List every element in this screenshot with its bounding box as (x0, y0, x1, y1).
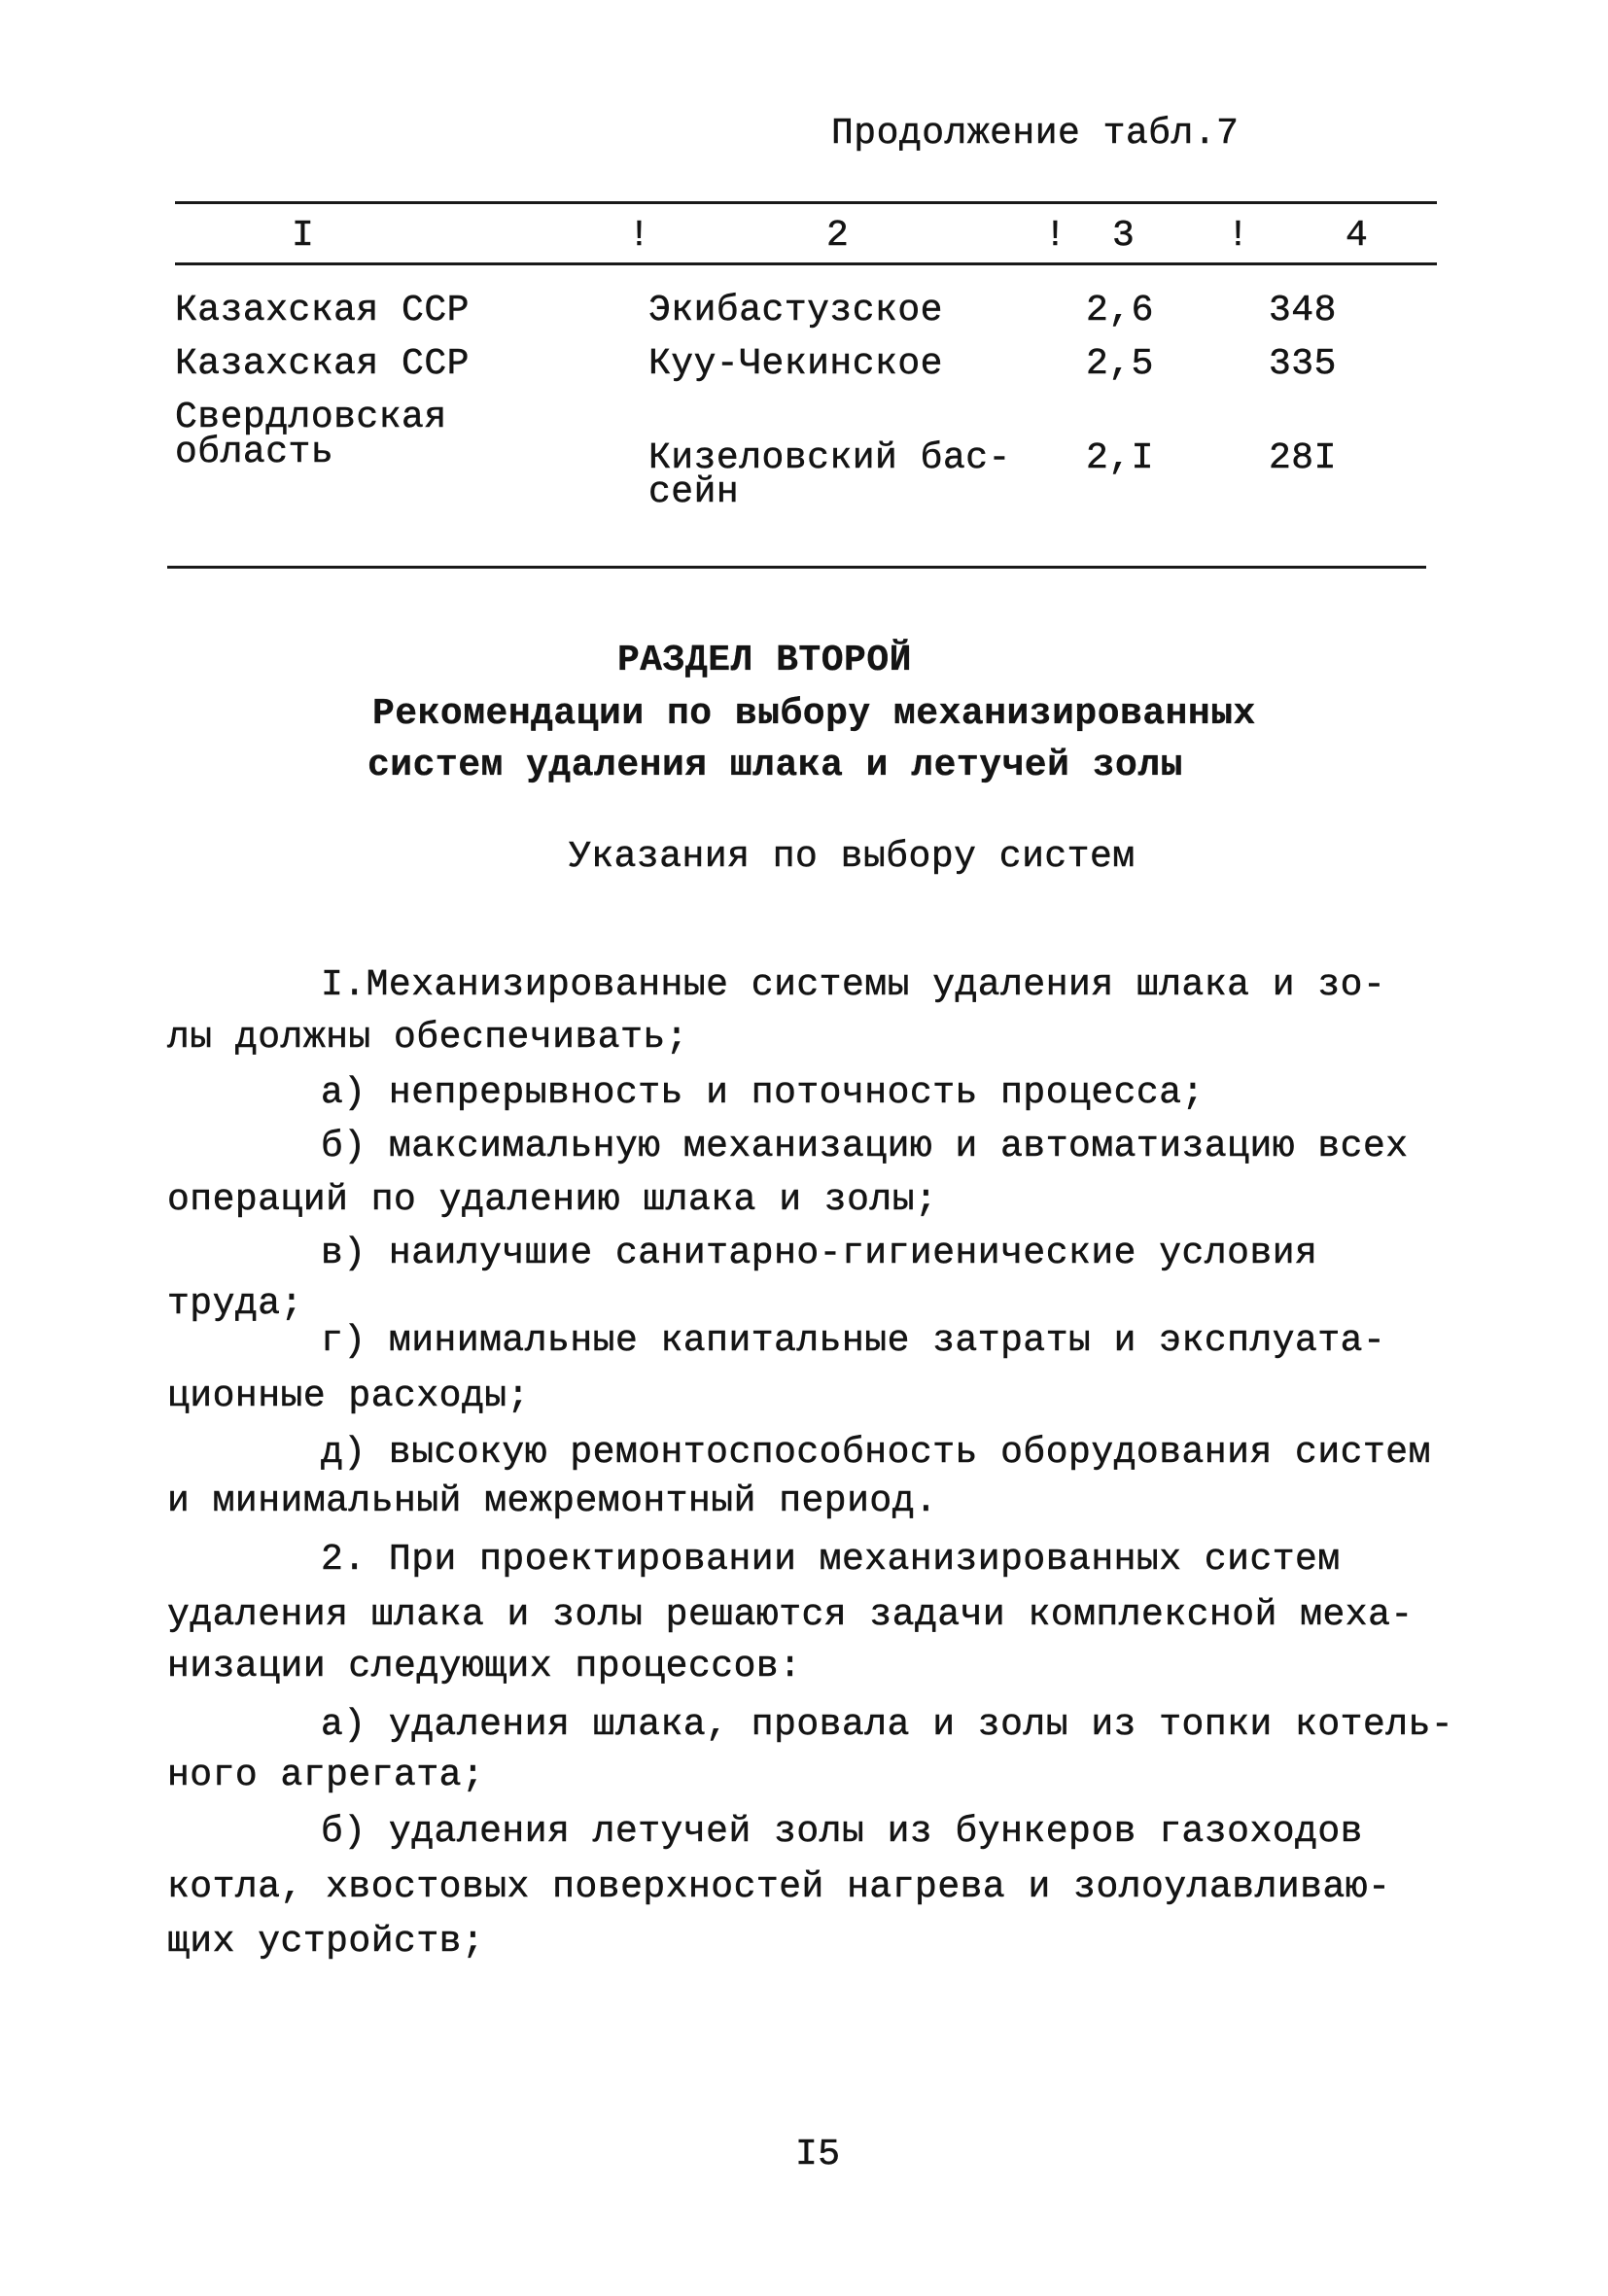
body-line: б) удаления летучей золы из бункеров газоходов (321, 1811, 1363, 1853)
section-subtitle-line: Рекомендации по выбору механизированных (372, 693, 1256, 735)
table-cell-region: область (175, 432, 334, 473)
body-line: в) наилучшие санитарно-гигиенические условия (321, 1233, 1318, 1274)
table-cell-col4: 335 (1269, 343, 1337, 385)
body-line: а) удаления шлака, провала и золы из топки котель- (321, 1704, 1454, 1746)
table-bottom-rule (167, 566, 1426, 569)
body-line: I.Механизированные системы удаления шлака и зо- (321, 964, 1386, 1006)
table-cell-col3: 2,I (1086, 437, 1154, 479)
table-top-rule (175, 201, 1437, 204)
table-header-separator: ! (1227, 215, 1250, 257)
table-cell-deposit: Куу-Чекинское (648, 343, 943, 385)
table-header-col-1: I (292, 215, 315, 257)
body-line: операций по удалению шлака и золы; (167, 1179, 938, 1221)
body-line: удаления шлака и золы решаются задачи комплексной меха- (167, 1594, 1414, 1636)
body-line: ционные расходы; (167, 1375, 530, 1417)
table-continuation-caption: Продолжение табл.7 (831, 113, 1240, 155)
body-line: 2. При проектировании механизированных систем (321, 1539, 1341, 1581)
table-header-col-4: 4 (1346, 215, 1369, 257)
section-subheading: Указания по выбору систем (569, 836, 1136, 878)
body-line: котла, хвостовых поверхностей нагрева и золоулавливаю- (167, 1866, 1391, 1908)
body-line: д) высокую ремонтоспособность оборудования систем (321, 1432, 1431, 1474)
table-cell-deposit: Кизеловский бас- (648, 437, 1011, 479)
page-number: I5 (795, 2134, 841, 2175)
table-header-rule (175, 262, 1437, 265)
body-line: труда; (167, 1283, 303, 1325)
table-cell-region: Свердловская (175, 397, 447, 438)
table-header-col-2: 2 (826, 215, 850, 257)
body-line: и минимальный межремонтный период. (167, 1480, 938, 1522)
section-title: РАЗДЕЛ ВТОРОЙ (617, 640, 912, 681)
table-header-col-3: 3 (1112, 215, 1136, 257)
section-subtitle-line: систем удаления шлака и летучей золы (367, 745, 1183, 786)
table-cell-col3: 2,5 (1086, 343, 1154, 385)
body-line: низации следующих процессов: (167, 1646, 802, 1687)
body-line: щих устройств; (167, 1921, 485, 1963)
table-header-separator: ! (1044, 215, 1067, 257)
body-line: а) непрерывность и поточность процесса; (321, 1072, 1205, 1114)
table-cell-region: Казахская ССР (175, 290, 470, 331)
table-cell-col4: 348 (1269, 290, 1337, 331)
table-cell-col4: 28I (1269, 437, 1337, 479)
table-cell-region: Казахская ССР (175, 343, 470, 385)
body-line: б) максимальную механизацию и автоматизацию всех (321, 1126, 1409, 1167)
table-header-separator: ! (628, 215, 651, 257)
body-line: ного агрегата; (167, 1755, 485, 1796)
table-cell-deposit: Экибастузское (648, 290, 943, 331)
table-cell-col3: 2,6 (1086, 290, 1154, 331)
body-line: г) минимальные капитальные затраты и эксплуата- (321, 1320, 1386, 1362)
body-line: лы должны обеспечивать; (167, 1017, 688, 1059)
table-cell-deposit: сейн (648, 471, 740, 513)
